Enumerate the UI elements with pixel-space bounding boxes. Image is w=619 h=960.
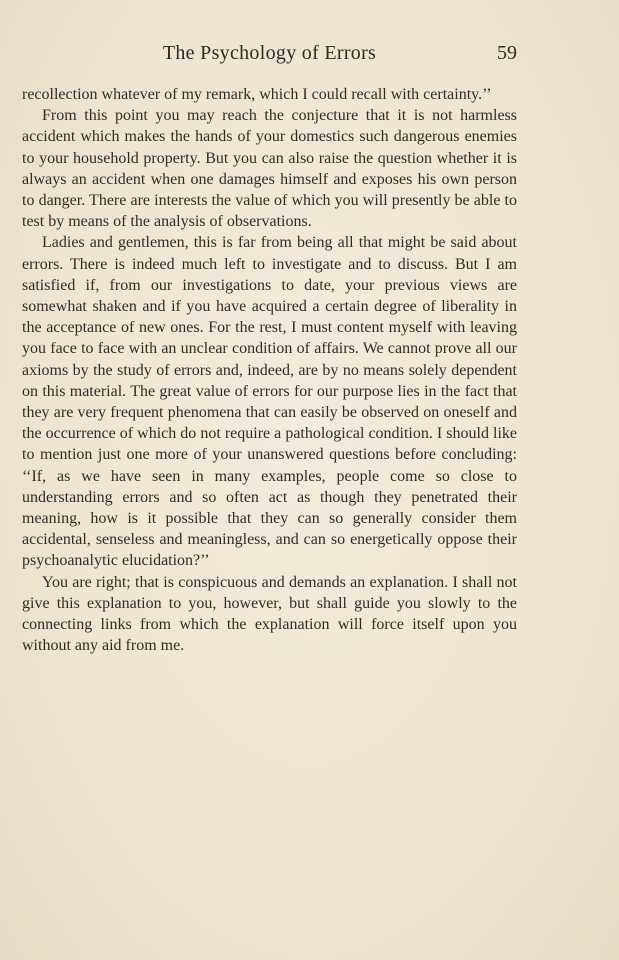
paragraph: From this point you may reach the conjecture that it is not harmless accident which makes the hands of your domestics such dangerous enemies to your household property. But you can also raise the question whether it is always an accident when one damages himself and exposes his own person to danger. There are interests the value of which you will presently be able to test by means of the analysis of observations. <box>22 107 517 231</box>
running-head: The Psychology of Errors <box>162 42 377 64</box>
paragraph-continuation: recollection whatever of my remark, which I could recall with certainty.’’ <box>22 86 492 103</box>
page-header <box>22 42 517 72</box>
page-body <box>22 84 517 656</box>
paragraph: Ladies and gentlemen, this is far from being all that might be said about errors. There is indeed much left to investigate and to discuss. But I am satisfied if, from our investigations to date, your previous views are somewhat shaken and if you have acquired a certain degree of liberality in the acceptance of new ones. For the rest, I must content myself with leaving you face to face with an unclear condition of affairs. We cannot prove all our axioms by the study of errors and, indeed, are by no means solely dependent on this material. The great value of errors for our purpose lies in the fact that they are very frequent phenomena that can easily be observed on oneself and the occurrence of which do not require a pathological condition. I should like to mention just one more of your unanswered questions before concluding: ‘‘If, as we have seen in many examples, people come so close to understanding errors and so often act as though they penetrated their meaning, how is it possible that they can so generally consider them accidental, senseless and meaningless, and can so energetically oppose their psychoanalytic elucidation?’’ <box>22 234 517 570</box>
paragraph: You are right; that is conspicuous and demands an explanation. I shall not give this explanation to you, however, but shall guide you slowly to the connecting links from which the explanation will force itself upon you without any aid from me. <box>22 573 517 655</box>
page-number: 59 <box>497 42 517 64</box>
